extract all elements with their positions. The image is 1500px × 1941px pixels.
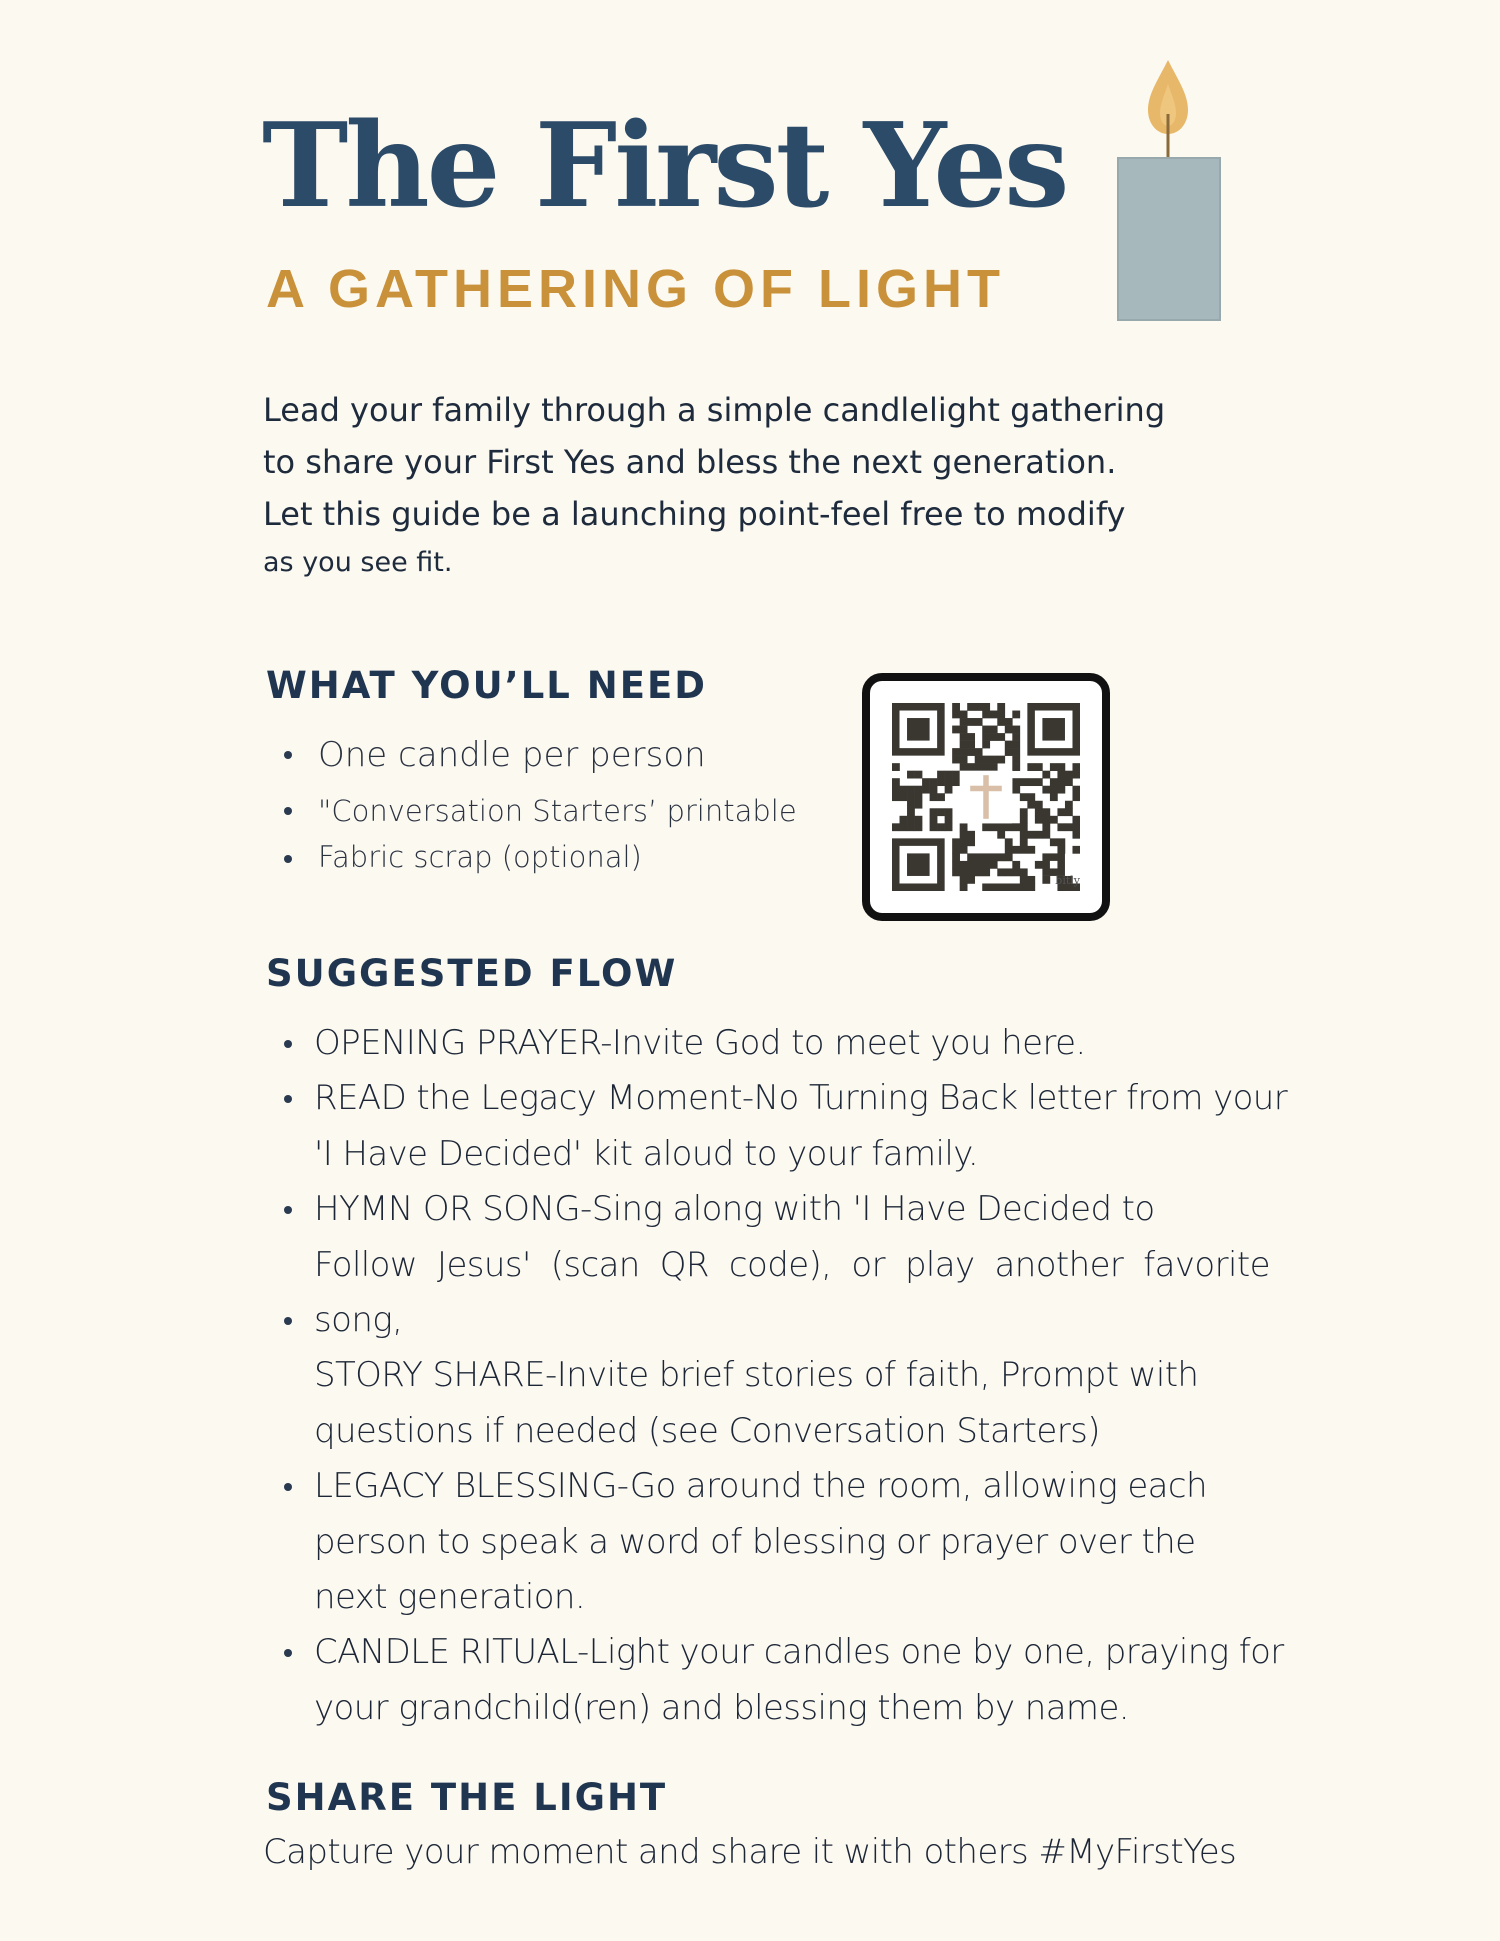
flow-line: your grandchild(ren) and blessing them by name. [314, 1687, 1129, 1728]
flow-line: song, [314, 1300, 403, 1341]
word: (scan [550, 1244, 640, 1285]
flow-line: OPENING PRAYER-Invite God to meet you here. [314, 1023, 1086, 1063]
word: code), [728, 1244, 832, 1285]
share-the-light-heading: SHARE THE LIGHT [266, 1776, 668, 1819]
candle-icon [1110, 58, 1230, 328]
list-item [280, 1182, 1280, 1293]
list-item [280, 1016, 1280, 1071]
supplies-list [280, 726, 840, 880]
flow-line: READ the Legacy Moment-No Turning Back letter from your [314, 1078, 1288, 1119]
bullet-icon [284, 1483, 292, 1491]
flow-list [280, 1016, 1288, 1736]
page-title: The First Yes [262, 98, 1067, 234]
flow-line: person to speak a word of blessing or prayer over the [314, 1521, 1196, 1562]
share-text: Capture your moment and share it with others #MyFirstYes [263, 1832, 1237, 1872]
list-item [280, 1293, 1280, 1459]
intro-line: Lead your family through a simple candlelight gathering [263, 391, 1166, 429]
flow-line: STORY SHARE-Invite brief stories of faith, Prompt with [314, 1355, 1199, 1396]
bullet-icon [284, 1649, 292, 1657]
intro-line: as you see fit. [263, 547, 453, 578]
qr-code-pattern [892, 703, 1080, 891]
flow-line: 'I Have Decided' kit aloud to your family. [314, 1133, 979, 1174]
bullet-icon [284, 1040, 292, 1048]
flow-line: next generation. [314, 1577, 586, 1618]
word: favorite [1143, 1244, 1270, 1285]
word: another [994, 1244, 1124, 1285]
word: Jesus' [437, 1244, 531, 1285]
qr-code[interactable] [862, 673, 1110, 921]
qr-brand-label: bitly [1055, 874, 1080, 887]
bullet-icon [284, 1317, 292, 1325]
flow-line: questions if needed (see Conversation Starters) [314, 1410, 1100, 1451]
flow-line: CANDLE RITUAL-Light your candles one by one, praying for [314, 1632, 1284, 1673]
intro-line: to share your First Yes and bless the next generation. [263, 443, 1117, 481]
intro-paragraph [263, 384, 1263, 586]
list-item [280, 1625, 1284, 1736]
list-item: One candle per person [280, 726, 840, 784]
list-item [280, 1459, 1280, 1625]
flow-line: LEGACY BLESSING-Go around the room, allowing each [314, 1466, 1207, 1507]
word: or [851, 1244, 885, 1285]
flow-line-justified [314, 1238, 1270, 1293]
page-subtitle: A GATHERING OF LIGHT [266, 259, 1005, 319]
list-item: "Conversation Starters’ printable [280, 788, 840, 834]
flow-line: HYMN OR SONG-Sing along with 'I Have Decided to [314, 1189, 1155, 1230]
suggested-flow-heading: SUGGESTED FLOW [266, 952, 678, 995]
list-item [280, 1071, 1288, 1182]
word: Follow [314, 1244, 418, 1285]
list-item: Fabric scrap (optional) [280, 834, 840, 880]
bullet-icon [284, 1095, 292, 1103]
bullet-icon [284, 1206, 292, 1214]
word: play [904, 1244, 975, 1285]
what-youll-need-heading: WHAT YOU’LL NEED [266, 664, 707, 707]
intro-line: Let this guide be a launching point-feel free to modify [263, 495, 1126, 533]
word: QR [659, 1244, 709, 1285]
